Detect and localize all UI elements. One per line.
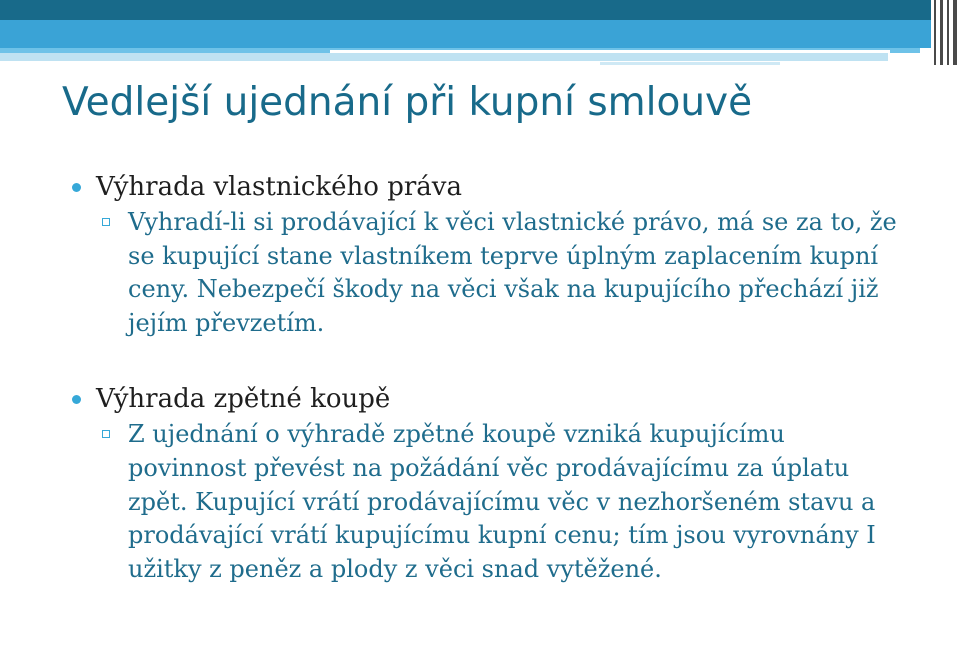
square-bullet-icon — [102, 218, 110, 226]
sub-bullet-text: Vyhradí-li si prodávající k věci vlastnické právo, má se za to, že se kupující stane vlastníkem teprve úplným zaplacením kupní ceny. Nebezpečí škody na věci však na kupujícího přechází již jejím převzetím. — [128, 208, 897, 337]
bullet-item — [72, 382, 932, 416]
bullet-item — [72, 170, 932, 204]
bullet-heading: Výhrada zpětné koupě — [96, 384, 391, 415]
sub-bullet-text: Z ujednání o výhradě zpětné koupě vzniká kupujícímu povinnost převést na požádání věc prodávajícímu za úplatu zpět. Kupující vrátí prodávajícímu věc v nezhoršeném stavu a prodávající vrátí kupujícímu kupní cenu; tím jsou vyrovnány I užitky z peněz a plody z věci snad vytěžené. — [128, 420, 876, 583]
sub-bullet-item — [96, 206, 898, 340]
sub-bullet-item — [96, 418, 898, 586]
header-band-line — [330, 50, 890, 53]
slide-title: Vedlejší ujednání při kupní smlouvě — [62, 80, 753, 125]
bullet-dot-icon — [72, 395, 81, 404]
header-band-dark — [0, 0, 959, 20]
square-bullet-icon — [102, 430, 110, 438]
header-band-blue — [0, 20, 959, 48]
header-band-short — [600, 62, 780, 65]
corner-bars-decoration — [931, 0, 959, 65]
header-band-light — [0, 53, 888, 61]
bullet-dot-icon — [72, 183, 81, 192]
bullet-heading: Výhrada vlastnického práva — [96, 172, 462, 202]
slide-content — [72, 170, 932, 586]
